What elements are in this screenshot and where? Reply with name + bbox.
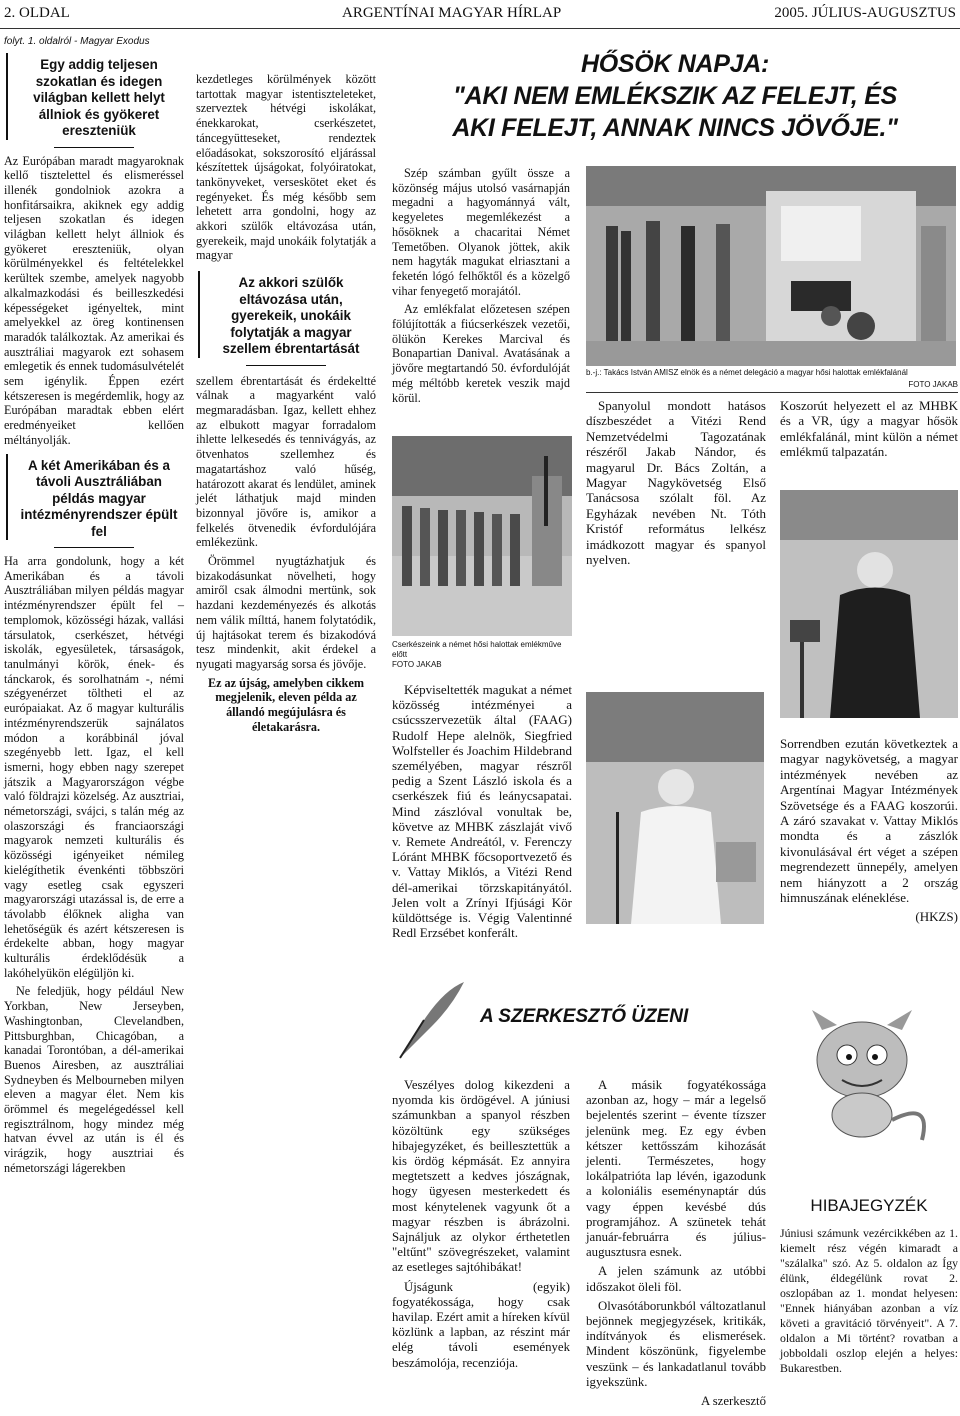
wreath-text [780, 398, 958, 464]
subheading-1: Egy addig teljesen szokatlan és idegen világban kellett helyt állniok és gyökeret ereszteniük [4, 51, 184, 148]
speech-text [586, 398, 766, 658]
speaker-photo [780, 490, 958, 718]
editor-title: A SZERKESZTŐ ÜZENI [480, 1006, 689, 1027]
article-column-1 [4, 36, 184, 1180]
paragraph: Ne feledjük, hogy például New Yorkban, New Jerseyben, Washingtonban, Clevelandben, Pittsburghban, Chicagóban, a kanadai Torontóban, a dél-amerikai Buenos Airesben, az ausztráliai Sydneyben és Melbourneben milyen eleven a magyar élet. Nem kis örömmel és megelégedéssel kell regisztrálnom, hogy mindez még hatvan évvel az után is él és virágzik, hogy ausztriai és németországi lágerekben [4, 984, 184, 1175]
errata-text [780, 1226, 958, 1380]
woman-speaker-photo [586, 692, 764, 924]
editor-column-b [586, 1078, 766, 1413]
article-column-2 [196, 72, 376, 739]
paragraph: Olvasótáborunkból változatlanul bejönnek megjegyzések, kritikák, indítványok és elismerések. Mindent köszönünk, figyelembe veszünk – és lankadatlanul tovább igyekszünk. [586, 1298, 766, 1389]
feature-intro [392, 166, 570, 409]
paragraph: Képviseltették magukat a német közösség intézményei a csúcsszervezetük által (FAAG) Rudolf Hepe alelnök, Siegfried Wolfsteller és Joachim Hildebrand személyében, magyar részről pedig a Szent László iskola és a cserkészek fiú és leánycsapatai. Mind zászlóval vonultak be, követve az MHBK zászlaját vivő v. Remete Andreától, v. Ferenczy Lóránt MHBK főcsoportvezető és v. Vattay Miklós, a Vitézi Rend dél-amerikai törzskapitányától. Jelen volt a Zrínyi Ifjúsági Kör küldöttsége is. Végig Valentinné Redl Erzsébet konferált. [392, 682, 572, 941]
paragraph: Koszorút helyezett el az MHBK és a VR, úgy a magyar hősök emlékfalánál, mint külön a német emlékmű talpazatán. [780, 398, 958, 460]
paragraph: Ez az újság, amelyben cikkem megjelenik, eleven példa az állandó megújulásra és életakarásra. [207, 675, 365, 734]
caption-rule [586, 392, 958, 393]
issue-date: 2005. JÚLIUS-AUGUSZTUS [774, 5, 956, 21]
photo2-caption: Cserkészeink a német hősi halottak emlékműve előtt FOTO JAKAB [392, 640, 562, 669]
paragraph: Sorrendben ezután következtek a magyar nagykövetség, a magyar intézmények nevében az Argentínai Magyar Intézmények Szövetsége és a FAAG koszorúi. A záró szavakat v. Vattay Miklós mondta és a zászlók kivonulásával ért véget a szépen megrendezett ünnepély, amelyen nem hiányzott a 2 ország himnuszának eléneklése. [780, 736, 958, 906]
col2-text [196, 72, 376, 263]
printer-devil-icon [782, 1000, 952, 1150]
paragraph: Veszélyes dolog kikezdeni a nyomda kis ördögével. A júniusi számunkban a spanyol részben közöltünk egy szükséges hibajegyzéket, és beillesztettük a kis ördög képmását. Ez annyira megtetszett a kedves jószágnak, hogy ügyesen mesterkedett és most kénytelenek vagyunk őt a magyar részben is ábrázolni. Sajnáljuk az olykor érthetetlen "eltűnt" szövegrészeket, valamint az esetleges sajtóhibákat! [392, 1078, 570, 1275]
paragraph: kezdetleges körülmények között tartottak magyar istentiszteleteket, szerveztek hétvégi iskolákat, énekkarokat, cserkészetet, táncegyütteseket, rendeztek előadásokat, sokszorosító eljárással készítettek újságokat, folyóiratokat, tankönyveket, verseskötet eket és regényeket. És még később sem lehetett arra gondolni, hogy az akkori szülők eltávozása után, gyerekeik, majd unokáik folytatják a magyar [196, 72, 376, 263]
errata-title: HIBAJEGYZÉK [810, 1196, 928, 1215]
quill-pen-icon [394, 980, 466, 1060]
subheading-2: A két Amerikában és a távoli Ausztráliában példás magyar intézményrendszer épült fel [4, 452, 184, 549]
paragraph: A másik fogyatékossága azonban az, hogy – már a legelső bejelentés szerint – évente tízszer jelenünk meg. Ez egy évben kétszer kettősszám kihozását jelenti. Természetes, hogy lokálpatrióta lap lévén, igazodunk a koloniális eseménynaptár dús vagy éppen kevésbé dús programjához. A szünetek tehát január-februárra és július-augusztusra esnek. [586, 1078, 766, 1260]
paragraph: Szép számban gyűlt össze a közönség május utolsó vasárnapján megadni a hagyománnyá vált, kegyeletes megemlékezést a hősöknek a chacaritai Német Temetőben. Olyanok jöttek, akik nem hagyták magukat elriasztani a feketén lógó felhőktől és a közelgő vihar fenyegető morajától. [392, 166, 570, 298]
col1-text [4, 154, 184, 448]
headline-line-2: "AKI NEM EMLÉKSZIK AZ FELEJT, ÉS [453, 82, 897, 110]
paragraph: szellem ébrentartását és érdekeltté válnak a magyarként való megmaradásban. Igaz, kellett ehhez az elbukott magyar forradalom ihlette lelkesedés és tennivágyás, az ötvenhatos szellemhez és magatartáshoz való hűség, határozott akarat és lendület, aminek jelét láthatjuk majd minden bizonnyal jövőre is, amikor a felkelés ötvenedik évfordulójára emlékezünk. [196, 373, 376, 550]
paragraph: Az Európában maradt magyaroknak kellő tisztelettel és elismeréssel illenék gondolniok azokra a honfitársaikra, akiknek egy addig teljesen szokatlan és idegen világban kellett helyt állniok és gyökeret ereszteniük, olyan körülményekkel és feltételekkel kerültek szembe, amelyek nagyobb alkalmazkodási és beilleszkedési képességeket igényeltek, mint amelyekkel az öreg kontinensen maradók találkoztak. Az amerikai és ausztráliai magyarok ezt sohasem emlegetik és ennek tudomásulvételét sem igénylik. Éppen ezért kétszeresen is megérdemlik, hogy az Európában maradtak ebben elért eredményeiket kellően méltányolják. [4, 153, 184, 447]
col2-text-2 [196, 374, 376, 735]
photo1-credit: FOTO JAKAB [908, 380, 958, 389]
signature: (HKZS) [915, 909, 958, 925]
paragraph: Júniusi számunk vezércikkében az 1. kiemelt rész végén kimaradt a "szálalka" szó. Az 5. oldalon az Így élünk, éldegélünk rovat 2. oszlopában az 1. mondat helyesen: "Ennek hiányában azonban a víz követi a gravitáció törvényeit". A 7. oldalon a Mi történt? rovatban a jobboldali oszlop elején a helyes: Bukarestben. [780, 1226, 958, 1375]
paragraph: Ha arra gondolunk, hogy a két Amerikában és a távoli Ausztráliában milyen példás magyar intézményrendszer épült fel – templomok, közösségi házak, vallási társulatok, cserkészet, hétvégi iskolák, egyesületek, társaságok, tanulmányi körök, ének- és tánckarok, és sorolhatnám -, némi szégyenérzet töltheti el az európaiakat. Az ő magyar kulturális intézményrendszerük sajnálatos módon a korábbinál jóval szegényebb lett. Igaz, el kell ismerni, hogy ebben nagy szerepet játszik a Magyarországon végbe való földrajzi közelség. Az ausztriai, németországi, svájci, s talán még az olaszországi és franciaországi magyarok nemzeti kulturális és közösségi igényeiket némileg kielégíthetik évenkénti többszöri vagy esetleg csak egyszeri magyarországi utazással is, de erre a távolabb élőknek aligha van lehetőségük és azért kétszeresen is érdekelte abban, hogy magyar kulturális érdeklődésük a lakóhelyükön elégüljön ki. [4, 554, 184, 980]
headline-line-3: AKI FELEJT, ANNAK NINCS JÖVŐJE." [452, 114, 898, 142]
photo1-caption: b.-j.: Takács István AMISZ elnök és a német delegáció a magyar hősi halottak emlékfalánál [586, 368, 908, 377]
continuation-kicker: folyt. 1. oldalról - Magyar Exodus [4, 36, 150, 47]
paragraph: Örömmel nyugtázhatjuk és bizakodásunkat növelheti, hogy amiről csak álmodni mertünk, sok hazdani kezdeményezés és alkotás nem válik mílttá, hanem folytatódik, új hajtásokat terem és bizakodóvá tesz mindenkit, akit érdekel a nyugati magyarság sorsa és jövője. [196, 554, 376, 671]
editor-column-a [392, 1078, 570, 1375]
page-header [0, 0, 960, 28]
memorial-wall-photo [586, 166, 956, 366]
newspaper-name: ARGENTÍNAI MAGYAR HÍRLAP [342, 5, 562, 21]
col1-text-2 [4, 554, 184, 1176]
subheading-3: Az akkori szülők eltávozása után, gyerekeik, unokáik folytatják a magyar szellem ébrentartását [196, 269, 376, 366]
header-rule [0, 28, 960, 29]
order-text [780, 736, 958, 929]
editor-signature: A szerkesztő [700, 1394, 766, 1409]
paragraph: Az emlékfalat előzetesen szépen fölújították a fiúcserkészek vezetői, ölükön Kerekes Marcival és Bonapartian Danival. Avatásának a jövőre megtartandó 50. évfordulóját még méltóbb keretek veszik majd körül. [392, 302, 570, 405]
scouts-photo [392, 436, 572, 636]
page-number: 2. OLDAL [4, 5, 70, 21]
representatives-text [392, 682, 572, 944]
paragraph: Újságunk (egyik) fogyatékossága, hogy csak havilap. Ezért amit a híreken kívül közlünk a lapban, az részint már elég távoli események beszámolója, recenziója. [392, 1279, 570, 1370]
feature-headline [392, 48, 958, 144]
headline-line-1: HŐSÖK NAPJA: [580, 50, 770, 78]
paragraph: Spanyolul mondott hatásos díszbeszédet a Vitézi Rend Nemzetvédelmi Tagozatának részéről Jakab Nándor, és magyarul Dr. Bács Zoltán, a Magyar Nagykövetség Első Tanácsosa szólalt föl. Az Egyházak nevében Nt. Tóth Kristóf református lelkész imádkozott magyar és spanyol nyelven. [586, 398, 766, 568]
paragraph: A jelen számunk az utóbbi időszakot öleli föl. [586, 1264, 766, 1294]
